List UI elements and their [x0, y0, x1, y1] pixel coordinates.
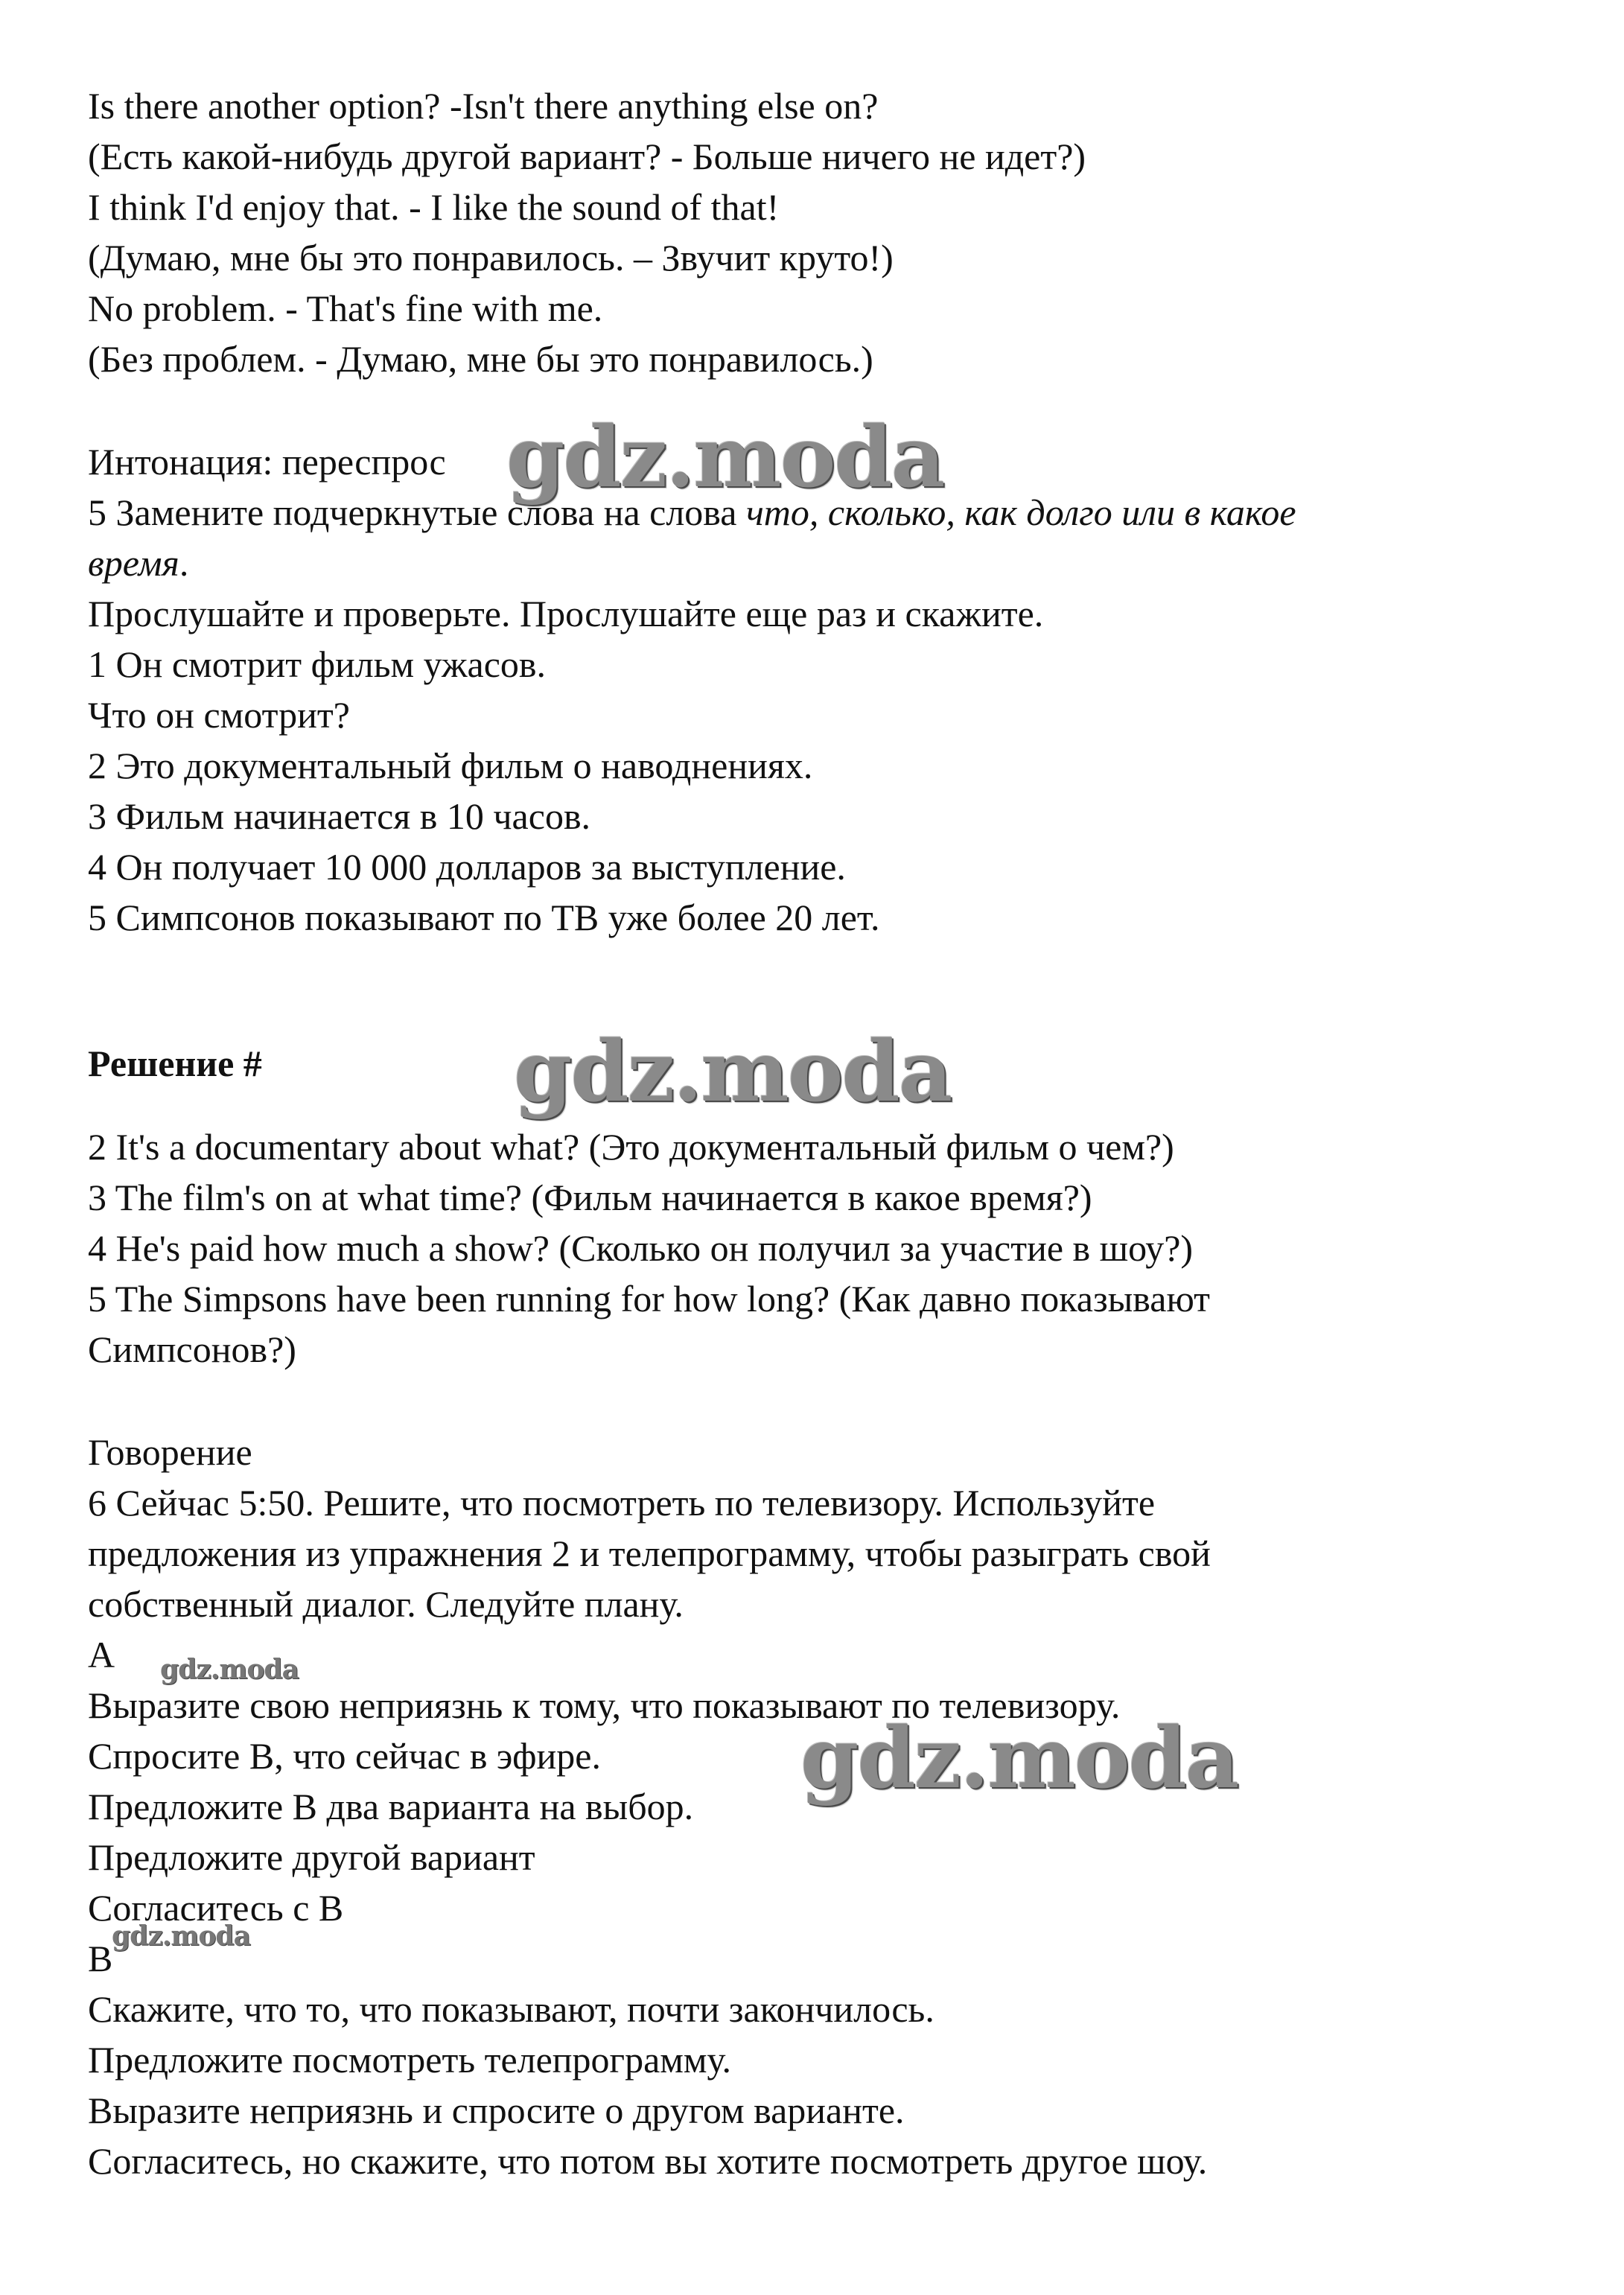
watermark: gdz.moda [800, 1710, 1238, 1807]
text-line: (Есть какой-нибудь другой вариант? - Больше ничего не идет?) [88, 136, 1086, 177]
text-line: Прослушайте и проверьте. Прослушайте еще раз и скажите. [88, 593, 1044, 634]
text-line: Согласитесь с B [88, 1887, 344, 1929]
text-line: Предложите B два варианта на выбор. [88, 1786, 694, 1827]
section-label-intonation: Интонация: переспрос [88, 441, 446, 483]
italic-text-run: что, сколько, как долго или в какое [745, 491, 1296, 533]
text-line: Согласитесь, но скажите, что потом вы хотите посмотреть другое шоу. [88, 2140, 1208, 2182]
text-line: 5 Симпсонов показывают по ТВ уже более 20 лет. [88, 897, 880, 938]
text-line: предложения из упражнения 2 и телепрограмму, чтобы разыграть свой [88, 1532, 1211, 1574]
text-line: (Без проблем. - Думаю, мне бы это понравилось.) [88, 338, 873, 380]
text-line: 6 Сейчас 5:50. Решите, что посмотреть по телевизору. Используйте [88, 1482, 1156, 1524]
text-line: Скажите, что то, что показывают, почти закончилось. [88, 1988, 934, 2030]
text-line: 1 Он смотрит фильм ужасов. [88, 643, 547, 685]
watermark-small: gdz.moda [112, 1920, 250, 1952]
exercise-5-instruction-cont [88, 541, 188, 585]
watermark: gdz.moda [506, 409, 944, 506]
text-line: Спросите B, что сейчас в эфире. [88, 1735, 601, 1777]
text-line: Выразите неприязнь и спросите о другом варианте. [88, 2089, 905, 2131]
text-run: . [179, 542, 189, 584]
text-line: 4 Он получает 10 000 долларов за выступление. [88, 846, 846, 888]
text-line: Is there another option? -Isn't there anything else on? [88, 85, 879, 127]
watermark: gdz.moda [514, 1023, 952, 1121]
text-line: Выразите свою неприязнь к тому, что показывают по телевизору. [88, 1684, 1121, 1726]
text-line: No problem. - That's fine with me. [88, 287, 603, 329]
text-line: 4 He's paid how much a show? (Сколько он получил за участие в шоу?) [88, 1227, 1194, 1269]
text-line: 3 The film's on at what time? (Фильм начинается в какое время?) [88, 1177, 1092, 1218]
role-label-a: A [88, 1634, 115, 1675]
text-line: Предложите посмотреть телепрограмму. [88, 2039, 732, 2081]
text-line: Что он смотрит? [88, 694, 350, 736]
text-line: 2 Это документальный фильм о наводнениях. [88, 745, 813, 786]
section-label-speaking: Говорение [88, 1431, 252, 1473]
text-line: 5 The Simpsons have been running for how long? (Как давно показывают [88, 1278, 1210, 1320]
text-line: 3 Фильм начинается в 10 часов. [88, 795, 591, 837]
text-line: Симпсонов?) [88, 1328, 296, 1370]
text-line: собственный диалог. Следуйте плану. [88, 1583, 684, 1625]
text-line: (Думаю, мне бы это понравилось. – Звучит круто!) [88, 237, 894, 278]
text-run: 5 Замените подчеркнутые слова на слова [88, 491, 746, 533]
role-label-b: B [88, 1938, 113, 1979]
watermark-small: gdz.moda [160, 1654, 299, 1685]
text-line: Предложите другой вариант [88, 1836, 535, 1878]
italic-text-run: время [88, 542, 179, 584]
solution-heading: Решение # [88, 1043, 262, 1084]
text-line: I think I'd enjoy that. - I like the sound of that! [88, 186, 780, 228]
text-line: 2 It's a documentary about what? (Это документальный фильм о чем?) [88, 1126, 1174, 1168]
